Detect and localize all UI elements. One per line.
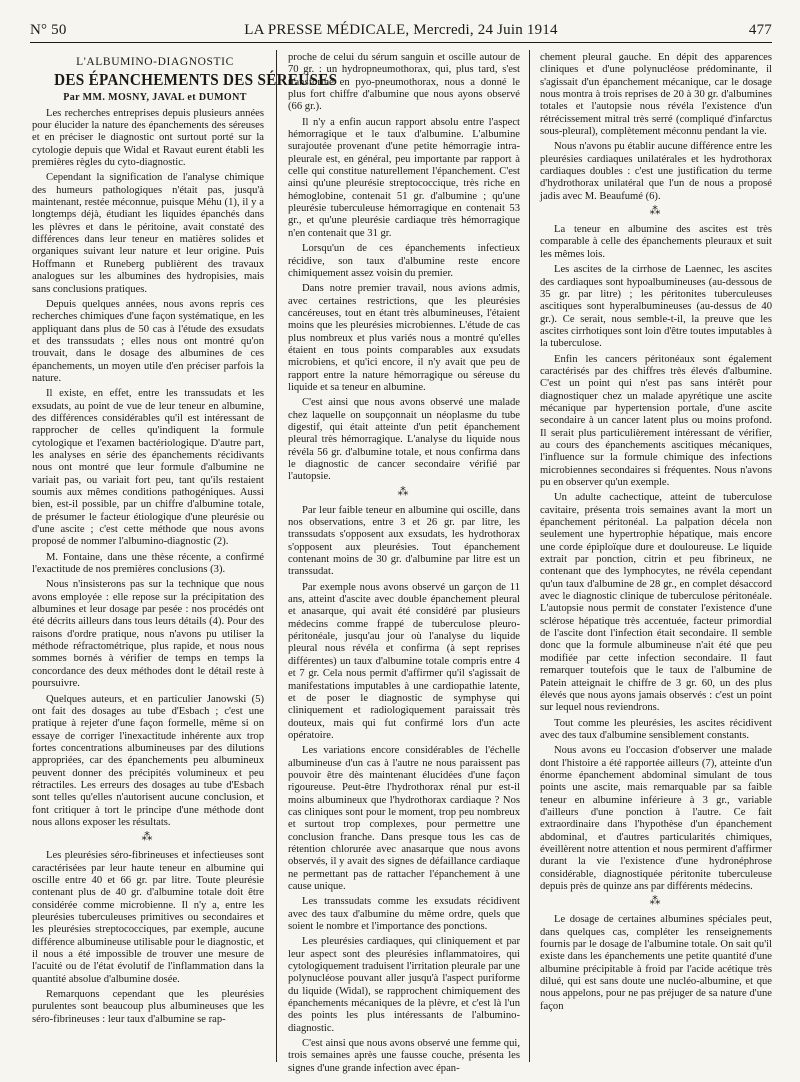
section-separator: ⁂ bbox=[649, 205, 663, 218]
column-3 bbox=[540, 52, 772, 1016]
issue-number: N° 50 bbox=[30, 22, 67, 38]
column-1 bbox=[32, 56, 338, 1029]
paragraph: Les recherches entreprises depuis plusieurs années pour élucider la nature des épanchements des séreuses et en préciser le diagnostic ont surtout porté sur la cytologie depuis que Widal et Ravaut eurent établi les premières règles du cyto-diagnostic. bbox=[32, 107, 264, 169]
paragraph: Nous avons eu l'occasion d'observer une malade dont l'histoire a été rapportée ailleurs (7), atteinte d'un énorme épanchement abdominal simulant de tous points une ascite, mais remarquable par sa faible teneur en albumine inférieure à 3 gr., variable d'ailleurs d'une ponction à l'autre. Ce fait extraordinaire dans l'hypothèse d'un épanchement abdominal, et d'autres particularités chimiques, éveillèrent notre attention et nous permirent d'affirmer durant la vie l'existence d'une hydronéphrose considérable, diagnostiquée péritonite tuberculeuse depuis près de quinze ans par différents médecins. bbox=[540, 745, 772, 892]
paragraph: Nous n'insisterons pas sur la technique que nous avons employée : elle repose sur la précipitation des albumines et leur dosage par pesée : nos procédés ont été décrits ailleurs dans tous leurs détails (4). Pour des raisons d'ordre pratique, nous n'avons pu utiliser la méthode réfractométrique, plus rapide, et nous nous sommes bornés à vérifier de temps en temps la concordance des deux méthodes dont le détail reste à poursuivre. bbox=[32, 579, 264, 690]
paragraph: Lorsqu'un de ces épanchements infectieux récidive, son taux d'albumine reste encore chimiquement assez voisin du premier. bbox=[288, 243, 520, 279]
article-authors: Par MM. MOSNY, JAVAL et DUMONT bbox=[63, 92, 247, 104]
paragraph: Quelques auteurs, et en particulier Janowski (5) ont fait des dosages au tube d'Esbach ; c'est une pratique à rejeter d'une façon formelle, même si on essaye de corriger l'inexactitude inhérente aux trop fortes concentrations albumineuses par des dilutions appropriées, car des épanchements peu albumineux peuvent donner des précipités volumineux et peu rétractiles. Les erreurs des dosages au tube d'Esbach sont telles qu'elles n'autorisent aucune conclusion, et font critiquer à tort le principe d'une méthode dont nous allons exposer les résultats. bbox=[32, 693, 264, 828]
section-separator: ⁂ bbox=[397, 485, 411, 498]
article-title-small: L'ALBUMINO-DIAGNOSTIC bbox=[76, 56, 234, 68]
paragraph: M. Fontaine, dans une thèse récente, a confirmé l'exactitude de nos premières conclusions (3). bbox=[32, 551, 264, 576]
paragraph: Un adulte cachectique, atteint de tuberculose cavitaire, présenta trois semaines avant la mort un épanchement péritonéal. La palpation décela non seulement une hypertrophie hépatique, mais encore une corde épiploïque dure et douloureuse. Le liquide extrait par ponction, citrin et peu fibrineux, ne contenant que des lymphocytes, ne révéla cependant qu'un taux d'albumine de 28 gr., en complet désaccord avec le diagnostic clinique de tuberculose péritonéale. L'autopsie nous permit de constater l'existence d'une sclérose hépatique très accentuée, facteur primordial de l'ascite dont l'infection était secondaire. Il semble donc que la formule albumineuse n'ait été que peu modifiée par cette infection secondaire. Il faut remarquer toutefois que le taux de l'albumine de Patein atteignait le chiffre de 3 gr. 60, un des plus élevés que nous ayons jamais observés : c'est un point sur lequel nous reviendrons. bbox=[540, 492, 772, 714]
article-title: DES ÉPANCHEMENTS DES SÉREUSES bbox=[54, 70, 338, 90]
paragraph: Le dosage de certaines albumines spéciales peut, dans quelques cas, compléter les renseignements fournis par le dosage de l'albumine totale. On sait qu'il existe dans les épanchements une petite quantité d'une albumine précipitable à froid par l'acide acétique très dilué, qui est sans doute une nucléo-albumine, et que nous appelons, pour ne pas préjuger de sa nature d'une façon bbox=[540, 914, 772, 1012]
paragraph: proche de celui du sérum sanguin et oscille autour de 70 gr. : un hydropneumothorax, qui, plus tard, s'est transformé en pyo-pneumothorax, nous a donné le plus fort chiffre d'albumine que nous ayons observé (66 gr.). bbox=[288, 52, 520, 113]
section-separator: ⁂ bbox=[649, 895, 663, 908]
column-divider-2 bbox=[529, 50, 530, 1062]
paragraph: Cependant la signification de l'analyse chimique des humeurs pathologiques n'était pas, jusqu'à maintenant, restée méconnue, puisque Méhu (1), il y a longtemps déjà, étudiant les liquides épanchés dans les plèvres et dans le péritoine, avait constaté des différences dans leur teneur en matières solides et organiques suivant leur nature et leur origine. Puis Hoffmann et Runeberg publièrent des travaux analogues sur les albumines des hydropisies, mais sans conclusions pratiques. bbox=[32, 172, 264, 295]
paragraph: Nous n'avons pu établir aucune différence entre les pleurésies cardiaques unilatérales et les hydrothorax cardiaques doubles : c'est une justification du terme d'hydrothorax unilatéral que l'un de nous a proposé jadis avec M. Beaufumé (6). bbox=[540, 141, 772, 202]
paragraph: Les ascites de la cirrhose de Laennec, les ascites des cardiaques sont hypoalbumineuses (au-dessous de 35 gr. par litre) ; les péritonites tuberculeuses ascitiques sont hyperalbumineuses (au-dessus de 40 gr.). Ce serait, nous semble-t-il, la preuve que les ascites cirrhotiques sont loin d'être toutes imputables à la tuberculose. bbox=[540, 264, 772, 350]
paragraph: Dans notre premier travail, nous avions admis, avec certaines restrictions, que les pleurésies cancéreuses, tout en étant très albumineuses, l'étaient moins que les pleurésies microbiennes. L'étude de cas plus nombreux et plus variés nous a montré qu'elles étaient en tous points comparables aux exsudats microbiens, et qu'ici encore, il n'y avait que peu de rapport entre la nature hémorragique ou séreuse du liquide et sa teneur en albumine. bbox=[288, 283, 520, 393]
paragraph: Par exemple nous avons observé un garçon de 11 ans, atteint d'ascite avec double épanchement pleural et anasarque, qui avait été considéré par plusieurs médecins comme frappé de tuberculose pleuro-péritonéale, jusqu'au jour où l'analyse du liquide pleural nous révéla et confirma (à sept reprises différentes) un taux d'albumine totale compris entre 4 et 7 gr. Cela nous permit d'affirmer qu'il s'agissait de manifestations imputables à une cardiopathie latente, et de poser le diagnostic de symphyse qui cliniquement et radiologiquement paraissait très douteux, mais qui fut confirmé lors d'un acte opératoire. bbox=[288, 581, 520, 741]
paragraph: C'est ainsi que nous avons observé une femme qui, trois semaines après une fausse couche, présenta les signes d'une grande infection avec épan- bbox=[288, 1038, 520, 1074]
column-2 bbox=[288, 52, 520, 1078]
paragraph: Les variations encore considérables de l'échelle albumineuse d'un cas à l'autre ne nous paraissent pas pouvoir être dès maintenant élucidées d'une façon rigoureuse. Peut-être l'hydrothorax rénal pur est-il moins albumineux que l'hydrothorax cardiaque ? Nos cas cliniques sont pour le moment, trop peu nombreux et surtout trop complexes, pour permettre une conclusion franche. Dans presque tous les cas de rétention chlorurée avec anasarque que nous avons observés, il y avait des signes de défaillance cardiaque ne permettant pas de rattacher l'épanchement à une cause unique. bbox=[288, 745, 520, 892]
paragraph: Il existe, en effet, entre les transsudats et les exsudats, au point de vue de leur teneur en albumine, des différences considérables qu'il est intéressant de rapprocher de celles qu'indiquent la formule cytologique et l'examen bactériologique. D'autre part, les analyses en série des épanchements récidivants nous ont montré que leur formule d'albumine ne variait pas, ou variait fort peu, tant qu'ils restaient soumis aux mêmes conditions pathogéniques. Aussi bien, est-il possible, par un chiffre d'albumine totale, de présumer le facteur étiologique d'une pleurésie ou d'une ascite ; c'est cette méthode que nous avons proposé de nommer l'albumino-diagnostic (2). bbox=[32, 388, 264, 548]
paragraph: Depuis quelques années, nous avons repris ces recherches chimiques d'une façon systématique, en les appliquant dans plus de 50 cas à l'étude des exsudats et des transsudats ; elles nous ont montré qu'on trouvait, dans le dosage des albumines de ces épanchements, un moyen utile d'en préciser parfois la nature. bbox=[32, 298, 264, 384]
paragraph: Tout comme les pleurésies, les ascites récidivent avec des taux d'albumine sensiblement constants. bbox=[540, 717, 772, 741]
paragraph: La teneur en albumine des ascites est très comparable à celle des épanchements pleuraux et suit les mêmes lois. bbox=[540, 224, 772, 260]
running-header bbox=[30, 18, 772, 42]
paragraph: Les transsudats comme les exsudats récidivent avec des taux d'albumine du même ordre, quels que soient le nombre et l'importance des ponctions. bbox=[288, 896, 520, 933]
paragraph: C'est ainsi que nous avons observé une malade chez laquelle on soupçonnait un néoplasme du tube digestif, qui était atteinte d'un petit épanchement pleural très hémorragique. L'analyse du liquide nous révéla 56 gr. d'albumine totale, et nous confirma dans le diagnostic de cancer secondaire vérifié par l'autopsie. bbox=[288, 397, 520, 483]
paragraph: Les pleurésies cardiaques, qui cliniquement et par leur aspect sont des pleurésies inflammatoires, qui cytologiquement traduisent l'irritation pleurale par une polynucléose pouvant aller jusqu'à l'aspect puriforme du liquide (Widal), se rapprochent chimiquement des épanchements mécaniques de la plèvre, et c'est là l'un des points les plus intéressants de l'albumino-diagnostic. bbox=[288, 936, 520, 1034]
paragraph: Enfin les cancers péritonéaux sont également caractérisés par des chiffres très élevés d'albumine. C'est un point qui n'est pas sans intérêt pour diagnostiquer chez un malade apyrétique une ascite mécanique par hypertension portale, d'une ascite secondaire à un cancer latent plus ou moins profond. Il serait plus particulièrement intéressant de vérifier, au cours des épanchements ascitiques mécaniques, l'influence sur la formule chimique des infections microbiennes secondaires si fréquentes. Nous n'avons pu en observer qu'un exemple. bbox=[540, 353, 772, 488]
paragraph: Il n'y a enfin aucun rapport absolu entre l'aspect hémorragique et le taux d'albumine. L'albumine surajoutée provenant d'une petite hémorragie intra-pleurale est, en général, peu importante par rapport à celle qui constitue naturellement l'épanchement. C'est ainsi qu'une pleurésie streptococcique, très riche en hémoglobine, contenait 51 gr. d'albumine ; qu'une pleurésie tuberculeuse hémorragique en contenait 53 gr., et qu'une pleurésie cardiaque très hémorragique n'en contenait que 31 gr. bbox=[288, 116, 520, 239]
journal-title: LA PRESSE MÉDICALE, Mercredi, 24 Juin 1914 bbox=[244, 22, 558, 38]
header-rule bbox=[30, 42, 772, 43]
paragraph: Par leur faible teneur en albumine qui oscille, dans nos observations, entre 3 et 26 gr. par litre, les transsudats s'opposent aux exsudats, les hydrothorax s'opposent aux pleurésies. Tout épanchement contenant moins de 30 gr. d'albumine par litre est un transsudat. bbox=[288, 504, 520, 578]
column-divider-1 bbox=[276, 50, 277, 1062]
paragraph: Remarquons cependant que les pleurésies purulentes sont beaucoup plus albumineuses que les séro-fibrineuses : leur taux d'albumine se rap- bbox=[32, 989, 264, 1025]
page-number: 477 bbox=[748, 22, 772, 38]
section-separator: ⁂ bbox=[141, 831, 155, 844]
paragraph: Les pleurésies séro-fibrineuses et infectieuses sont caractérisées par leur haute teneur en albumine qui oscille entre 40 et 66 gr. par litre. Toute pleurésie contenant plus de 40 gr. d'albumine totale doit être considérée comme microbienne. Il n'y a, entre les pleurésies tuberculeuses primitives ou secondaires et les pleurésies streptococciques, par exemple, aucune différence albumineuse utilisable pour le diagnostic, et il nous a été impossible de trouver une mesure de l'acuité ou de l'état évolutif de l'inflammation dans la quantité absolue d'albumine dosée. bbox=[32, 850, 264, 985]
paragraph: chement pleural gauche. En dépit des apparences cliniques et d'une polynucléose prédominante, il s'agissait d'un épanchement mécanique, car le dosage nous montra à trois reprises de 20 à 30 gr. d'albumines totales et l'autopsie nous révéla l'existence d'un rétrécissement mitral très serré (compliqué d'infarctus sous-pleural), complètement méconnu pendant la vie. bbox=[540, 52, 772, 138]
